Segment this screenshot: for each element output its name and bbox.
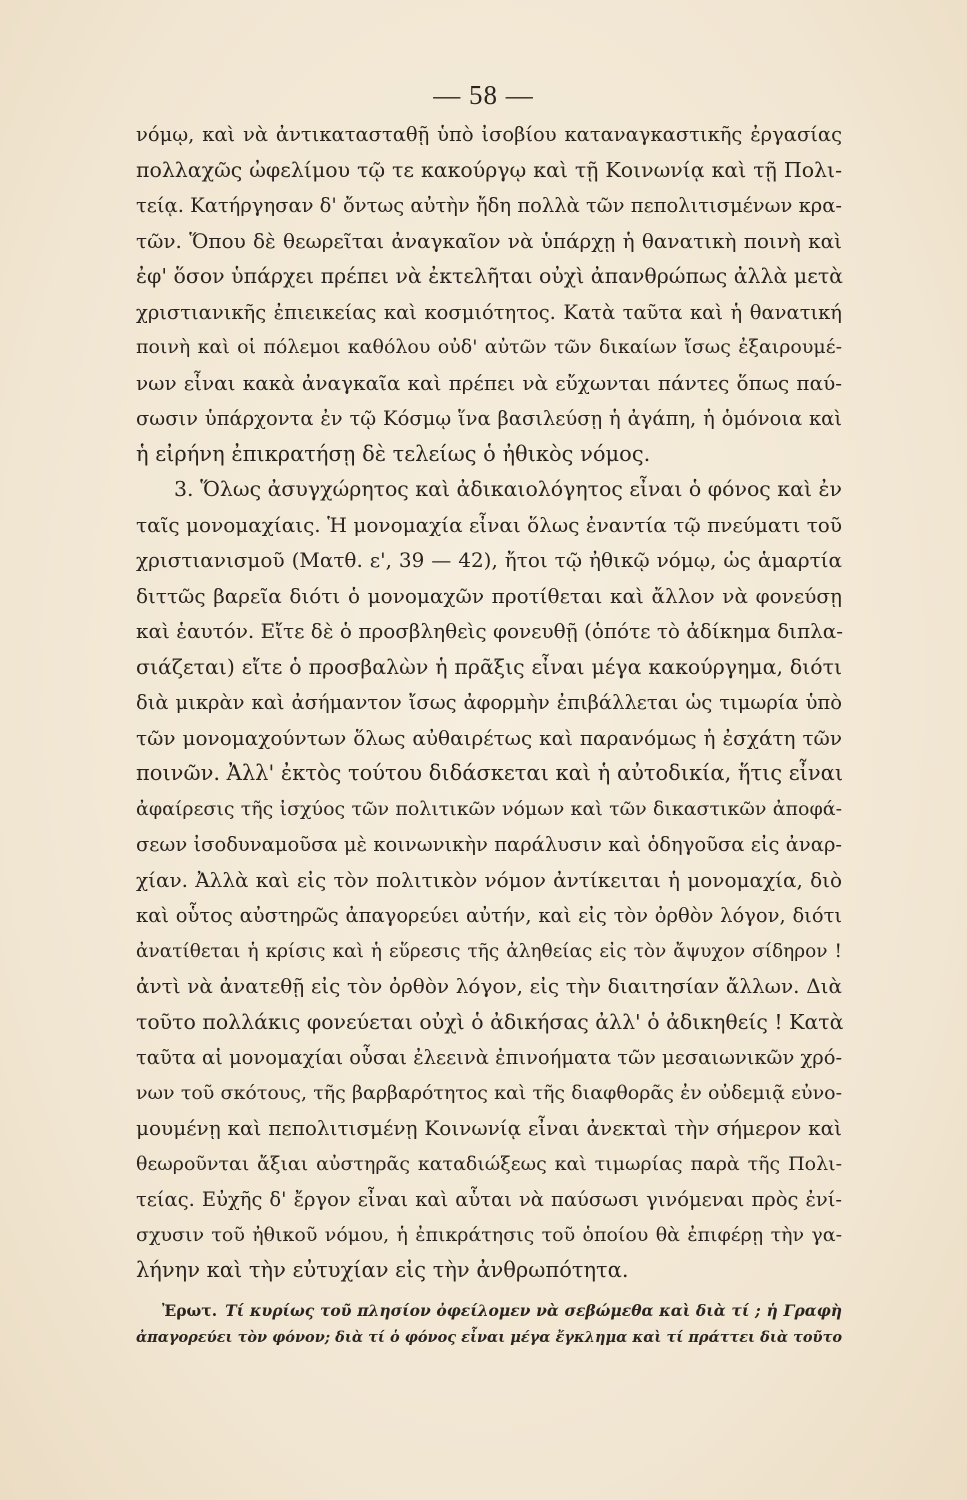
question-text-1: Τί κυρίως τοῦ πλησίον ὀφείλομεν νὰ σεβώμεθα καὶ διὰ τί ; ἡ Γραφὴ	[225, 1300, 842, 1320]
text-line: σεων ἰσοδυναμοῦσα μὲ κοινωνικὴν παράλυσιν καὶ ὁδηγοῦσα εἰς ἀναρ-	[136, 833, 842, 856]
text-line: καὶ ἑαυτόν. Εἴτε δὲ ὁ προσβληθεὶς φονευθῇ (ὁπότε τὸ ἀδίκημα διπλα-	[136, 619, 844, 643]
text-line: λήνην καὶ τὴν εὐτυχίαν εἰς τὴν ἀνθρωπότητα.	[136, 1258, 629, 1282]
text-line: ἐφ' ὅσον ὑπάρχει πρέπει νὰ ἐκτελῆται οὐχὶ ἀπανθρώπως ἀλλὰ μετὰ	[136, 264, 844, 288]
text-line: νόμῳ, καὶ νὰ ἀντικατασταθῇ ὑπὸ ἰσοβίου καταναγκαστικῆς ἐργασίας	[136, 123, 842, 146]
page-number: — 58 —	[433, 80, 534, 110]
text-line: τείας. Εὐχῆς δ' ἔργον εἶναι καὶ αὗται νὰ παύσωσι γινόμεναι πρὸς ἐνί-	[136, 1188, 842, 1211]
text-line: ἡ εἰρήνη ἐπικρατήσῃ δὲ τελείως ὁ ἠθικὸς νόμος.	[136, 441, 651, 466]
text-line: διὰ μικρὰν καὶ ἀσήμαντον ἴσως ἀφορμὴν ἐπιβάλλεται ὡς τιμωρία ὑπὸ	[136, 691, 842, 714]
text-line: θεωροῦνται ἄξιαι αὐστηρᾶς καταδιώξεως καὶ τιμωρίας παρὰ τῆς Πολι-	[136, 1152, 842, 1175]
text-line: ποινὴ καὶ οἱ πόλεμοι καθόλου οὐδ' αὐτῶν τῶν δικαίων ἴσως ἐξαιρουμέ-	[136, 336, 842, 358]
text-line: νων τοῦ σκότους, τῆς βαρβαρότητος καὶ τῆς διαφθορᾶς ἐν οὐδεμιᾷ εὐνο-	[136, 1081, 842, 1104]
text-line: ἀνατίθεται ἡ κρίσις καὶ ἡ εὕρεσις τῆς ἀληθείας εἰς τὸν ἄψυχον σίδηρον !	[136, 940, 842, 962]
text-line: ταῖς μονομαχίαις. Ἡ μονομαχία εἶναι ὅλως ἐναντία τῷ πνεύματι τοῦ	[136, 512, 842, 537]
text-line: χριστιανισμοῦ (Ματθ. ε', 39 — 42), ἤτοι τῷ ἠθικῷ νόμῳ, ὡς ἁμαρτία	[136, 548, 842, 572]
text-line: ταῦτα αἱ μονομαχίαι οὖσαι ἐλεεινὰ ἐπινοήματα τῶν μεσαιωνικῶν χρό-	[136, 1046, 843, 1069]
question-line-2: ἀπαγορεύει τὸν φόνον; διὰ τί ὁ φόνος εἶναι μέγα ἔγκλημα καὶ τί πράττει διὰ τοῦτο	[136, 1328, 842, 1346]
question-label: Ἐρωτ.	[162, 1300, 218, 1320]
text-line: ἀντὶ νὰ ἀνατεθῇ εἰς τὸν ὀρθὸν λόγον, εἰς τὴν διαιτησίαν ἄλλων. Διὰ	[136, 974, 842, 998]
text-line: σωσιν ὑπάρχοντα ἐν τῷ Κόσμῳ ἵνα βασιλεύσῃ ἡ ἀγάπη, ἡ ὁμόνοια καὶ	[136, 407, 842, 430]
text-line: ἀφαίρεσις τῆς ἰσχύος τῶν πολιτικῶν νόμων καὶ τῶν δικαστικῶν ἀποφά-	[136, 797, 842, 820]
text-line: διττῶς βαρεῖα διότι ὁ μονομαχῶν προτίθεται καὶ ἄλλον νὰ φονεύσῃ	[136, 583, 842, 608]
body-text	[136, 117, 842, 1351]
text-line: σχυσιν τοῦ ἠθικοῦ νόμου, ἡ ἐπικράτησις τοῦ ὁποίου θὰ ἐπιφέρῃ τὴν γα-	[136, 1223, 842, 1246]
text-line: σιάζεται) εἴτε ὁ προσβαλὼν ἡ πρᾶξις εἶναι μέγα κακούργημα, διότι	[136, 654, 842, 679]
text-line: χίαν. Ἀλλὰ καὶ εἰς τὸν πολιτικὸν νόμον ἀντίκειται ἡ μονομαχία, διὸ	[136, 867, 842, 892]
review-question	[136, 1297, 842, 1351]
text-line: καὶ οὗτος αὐστηρῶς ἀπαγορεύει αὐτήν, καὶ εἰς τὸν ὀρθὸν λόγον, διότι	[136, 904, 842, 927]
text-line: νων εἶναι κακὰ ἀναγκαῖα καὶ πρέπει νὰ εὔχωνται πάντες ὅπως παύ-	[136, 370, 842, 395]
text-line: ποινῶν. Ἀλλ' ἐκτὸς τούτου διδάσκεται καὶ ἡ αὐτοδικία, ἥτις εἶναι	[136, 761, 844, 785]
text-line: τείᾳ. Κατήργησαν δ' ὄντως αὐτὴν ἤδη πολλὰ τῶν πεπολιτισμένων κρα-	[136, 194, 842, 217]
text-line: τῶν μονομαχούντων ὅλως αὐθαιρέτως καὶ παρανόμως ἡ ἐσχάτη τῶν	[136, 725, 842, 750]
text-line: μουμένῃ καὶ πεπολιτισμένῃ Κοινωνίᾳ εἶναι ἀνεκταὶ τὴν σήμερον καὶ	[136, 1116, 842, 1140]
question-line-1	[136, 1297, 842, 1324]
text-line: τῶν. Ὅπου δὲ θεωρεῖται ἀναγκαῖον νὰ ὑπάρχῃ ἡ θανατικὴ ποινὴ καὶ	[136, 228, 842, 253]
text-line: χριστιανικῆς ἐπιεικείας καὶ κοσμιότητος. Κατὰ ταῦτα καὶ ἡ θανατική	[136, 300, 842, 324]
section-3-start-line: 3. Ὅλως ἀσυγχώρητος καὶ ἀδικαιολόγητος εἶναι ὁ φόνος καὶ ἐν	[174, 477, 842, 501]
text-line: τοῦτο πολλάκις φονεύεται οὐχὶ ὁ ἀδικήσας ἀλλ' ὁ ἀδικηθείς ! Κατὰ	[136, 1009, 844, 1034]
text-line: πολλαχῶς ὠφελίμου τῷ τε κακούργῳ καὶ τῇ Κοινωνίᾳ καὶ τῇ Πολι-	[136, 157, 842, 182]
